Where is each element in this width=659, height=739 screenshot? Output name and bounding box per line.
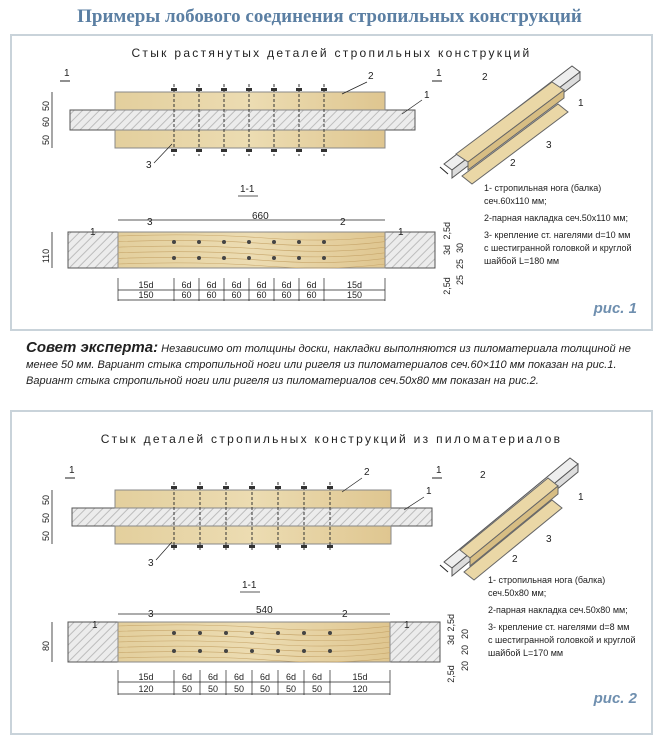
page-title: Примеры лобового соединения стропильных конструкций xyxy=(77,6,582,27)
callout-3: 3 xyxy=(148,558,154,569)
dim-total-length: 660 xyxy=(252,211,269,222)
plan-callout-3: 3 xyxy=(147,217,153,228)
dim-right-5: 20 xyxy=(460,644,470,656)
plan-callout-2: 2 xyxy=(340,217,346,228)
plan-callout-2: 2 xyxy=(342,609,348,620)
sketch-callout-2: 2 xyxy=(482,72,488,83)
dim-d-label: 6d xyxy=(181,280,192,290)
dim-d-label: 6d xyxy=(206,280,217,290)
section-title: 1-1 xyxy=(242,580,257,591)
joint-3d-sketch xyxy=(440,458,578,580)
dim-mm-label: 60 xyxy=(206,290,217,300)
dim-d-label: 6d xyxy=(259,672,271,682)
dim-top-3: 50 xyxy=(41,530,51,542)
dim-right-2: 3d xyxy=(446,634,456,646)
section-mark-right: 1 xyxy=(436,465,442,476)
dim-mm-label: 120 xyxy=(138,684,154,694)
dim-d-label: 6d xyxy=(233,672,245,682)
dim-mm-label: 50 xyxy=(285,684,297,694)
dim-mm-label: 50 xyxy=(259,684,271,694)
section-mark-left: 1 xyxy=(64,68,70,79)
dim-top-3: 50 xyxy=(41,134,51,146)
plan-callout-1-right: 1 xyxy=(398,227,404,238)
dim-height: 110 xyxy=(41,248,51,264)
tip-text: Независимо от толщины доски, накладки выполняются из пиломатериала толщиной не менее 50 мм. Вариант стыка стропильной ноги или ригеля из пиломатериалов сеч.60×110 мм показан на рис.1. Вариант стыка стропильной ноги или ригеля из пиломатериалов сеч.50х80 мм показан на рис.2. xyxy=(26,343,631,387)
dim-mm-label: 60 xyxy=(231,290,242,300)
figure-1-legend xyxy=(484,182,632,272)
dim-mm-label: 60 xyxy=(281,290,292,300)
dim-mm-label: 60 xyxy=(306,290,317,300)
plate-bottom xyxy=(115,130,385,148)
legend-item-3: 3- крепление ст. нагелями d=8 мм с шестигранной головкой и круглой шайбой L=170 мм xyxy=(488,622,636,658)
figure-1-panel xyxy=(10,34,653,331)
dim-height: 80 xyxy=(41,640,51,652)
dim-top-2: 50 xyxy=(41,512,51,524)
dim-d-label: 6d xyxy=(311,672,323,682)
dim-right-1: 2,5d xyxy=(446,614,456,632)
beam-plan-right xyxy=(385,232,435,268)
figure-1-label: рис. 1 xyxy=(593,300,637,317)
dim-mm-label: 150 xyxy=(346,290,363,300)
bottom-dimension-row xyxy=(118,670,390,695)
dim-d-label: 6d xyxy=(285,672,297,682)
dim-mm-label: 50 xyxy=(311,684,323,694)
dim-right-6: 20 xyxy=(460,660,470,672)
plate-plan xyxy=(118,232,385,268)
sketch-callout-3: 3 xyxy=(546,140,552,151)
dim-d-label: 15d xyxy=(138,280,154,290)
dim-right-5: 25 xyxy=(455,258,465,270)
figure-1-caption: Стык растянутых деталей стропильных конструкций xyxy=(131,46,532,60)
dim-d-label: 6d xyxy=(281,280,292,290)
plan-callout-3: 3 xyxy=(148,609,154,620)
sketch-callout-2: 2 xyxy=(480,470,486,481)
dim-right-4: 30 xyxy=(455,242,465,254)
dim-right-6: 25 xyxy=(455,274,465,286)
plate-top xyxy=(115,92,385,110)
dim-right-3: 2,5d xyxy=(442,277,452,295)
figure-2-label: рис. 2 xyxy=(593,690,637,707)
dim-mm-label: 60 xyxy=(181,290,192,300)
figure-2-legend xyxy=(488,574,636,664)
beam-plan-right xyxy=(390,622,440,662)
legend-item-3: 3- крепление ст. нагелями d=10 мм с шестигранной головкой и круглой шайбой L=180 мм xyxy=(484,230,632,266)
sketch-callout-1: 1 xyxy=(578,98,584,109)
plan-callout-1-left: 1 xyxy=(90,227,96,238)
dim-d-label: 6d xyxy=(181,672,193,682)
sketch-callout-1: 1 xyxy=(578,492,584,503)
tip-heading: Совет эксперта: xyxy=(26,339,159,356)
dim-total-length: 540 xyxy=(256,605,273,616)
beam-elevation xyxy=(70,110,415,130)
callout-2: 2 xyxy=(368,71,374,82)
section-mark-right: 1 xyxy=(436,68,442,79)
callout-1: 1 xyxy=(424,90,430,101)
dim-right-3: 2,5d xyxy=(446,665,456,683)
dim-d-label: 6d xyxy=(207,672,219,682)
figure-2-drawing xyxy=(12,412,651,733)
callout-2: 2 xyxy=(364,467,370,478)
sketch-callout-3: 3 xyxy=(546,534,552,545)
dim-top-1: 50 xyxy=(41,494,51,506)
dim-d-label: 6d xyxy=(306,280,317,290)
dim-top-2: 60 xyxy=(41,116,51,128)
section-mark-left: 1 xyxy=(69,465,75,476)
dim-d-label: 15d xyxy=(352,672,368,682)
dim-mm-label: 50 xyxy=(233,684,245,694)
plan-callout-1-right: 1 xyxy=(404,620,410,631)
dim-right-4: 20 xyxy=(460,628,470,640)
sketch-callout-2b: 2 xyxy=(510,158,516,169)
callout-1: 1 xyxy=(426,486,432,497)
dim-top-1: 50 xyxy=(41,100,51,112)
plate-top xyxy=(115,490,391,508)
sketch-callout-2b: 2 xyxy=(512,554,518,565)
dim-mm-label: 120 xyxy=(352,684,368,694)
dim-mm-label: 50 xyxy=(181,684,193,694)
figure-2-caption: Стык деталей стропильных конструкций из пиломатериалов xyxy=(100,432,563,446)
dim-right-1: 2,5d xyxy=(442,222,452,240)
legend-item-2: 2-парная накладка сеч.50х80 мм; xyxy=(488,605,628,615)
dim-mm-label: 50 xyxy=(207,684,219,694)
dim-d-label: 6d xyxy=(256,280,267,290)
section-title: 1-1 xyxy=(240,184,255,195)
figure-2-panel xyxy=(10,410,653,735)
plan-callout-1-left: 1 xyxy=(92,620,98,631)
expert-tip xyxy=(26,340,646,389)
callout-3: 3 xyxy=(146,160,152,171)
legend-item-1: 1- стропильная нога (балка) сеч.60х110 мм; xyxy=(484,183,602,206)
plate-bottom xyxy=(115,526,391,544)
dim-right-2: 3d xyxy=(442,244,452,256)
dim-d-label: 15d xyxy=(346,280,363,290)
bottom-dimension-row xyxy=(118,278,385,301)
dim-mm-label: 60 xyxy=(256,290,267,300)
dim-d-label: 6d xyxy=(231,280,242,290)
dim-mm-label: 150 xyxy=(138,290,154,300)
legend-item-2: 2-парная накладка сеч.50х110 мм; xyxy=(484,213,629,223)
dim-d-label: 15d xyxy=(138,672,154,682)
legend-item-1: 1- стропильная нога (балка) сеч.50х80 мм; xyxy=(488,575,606,598)
